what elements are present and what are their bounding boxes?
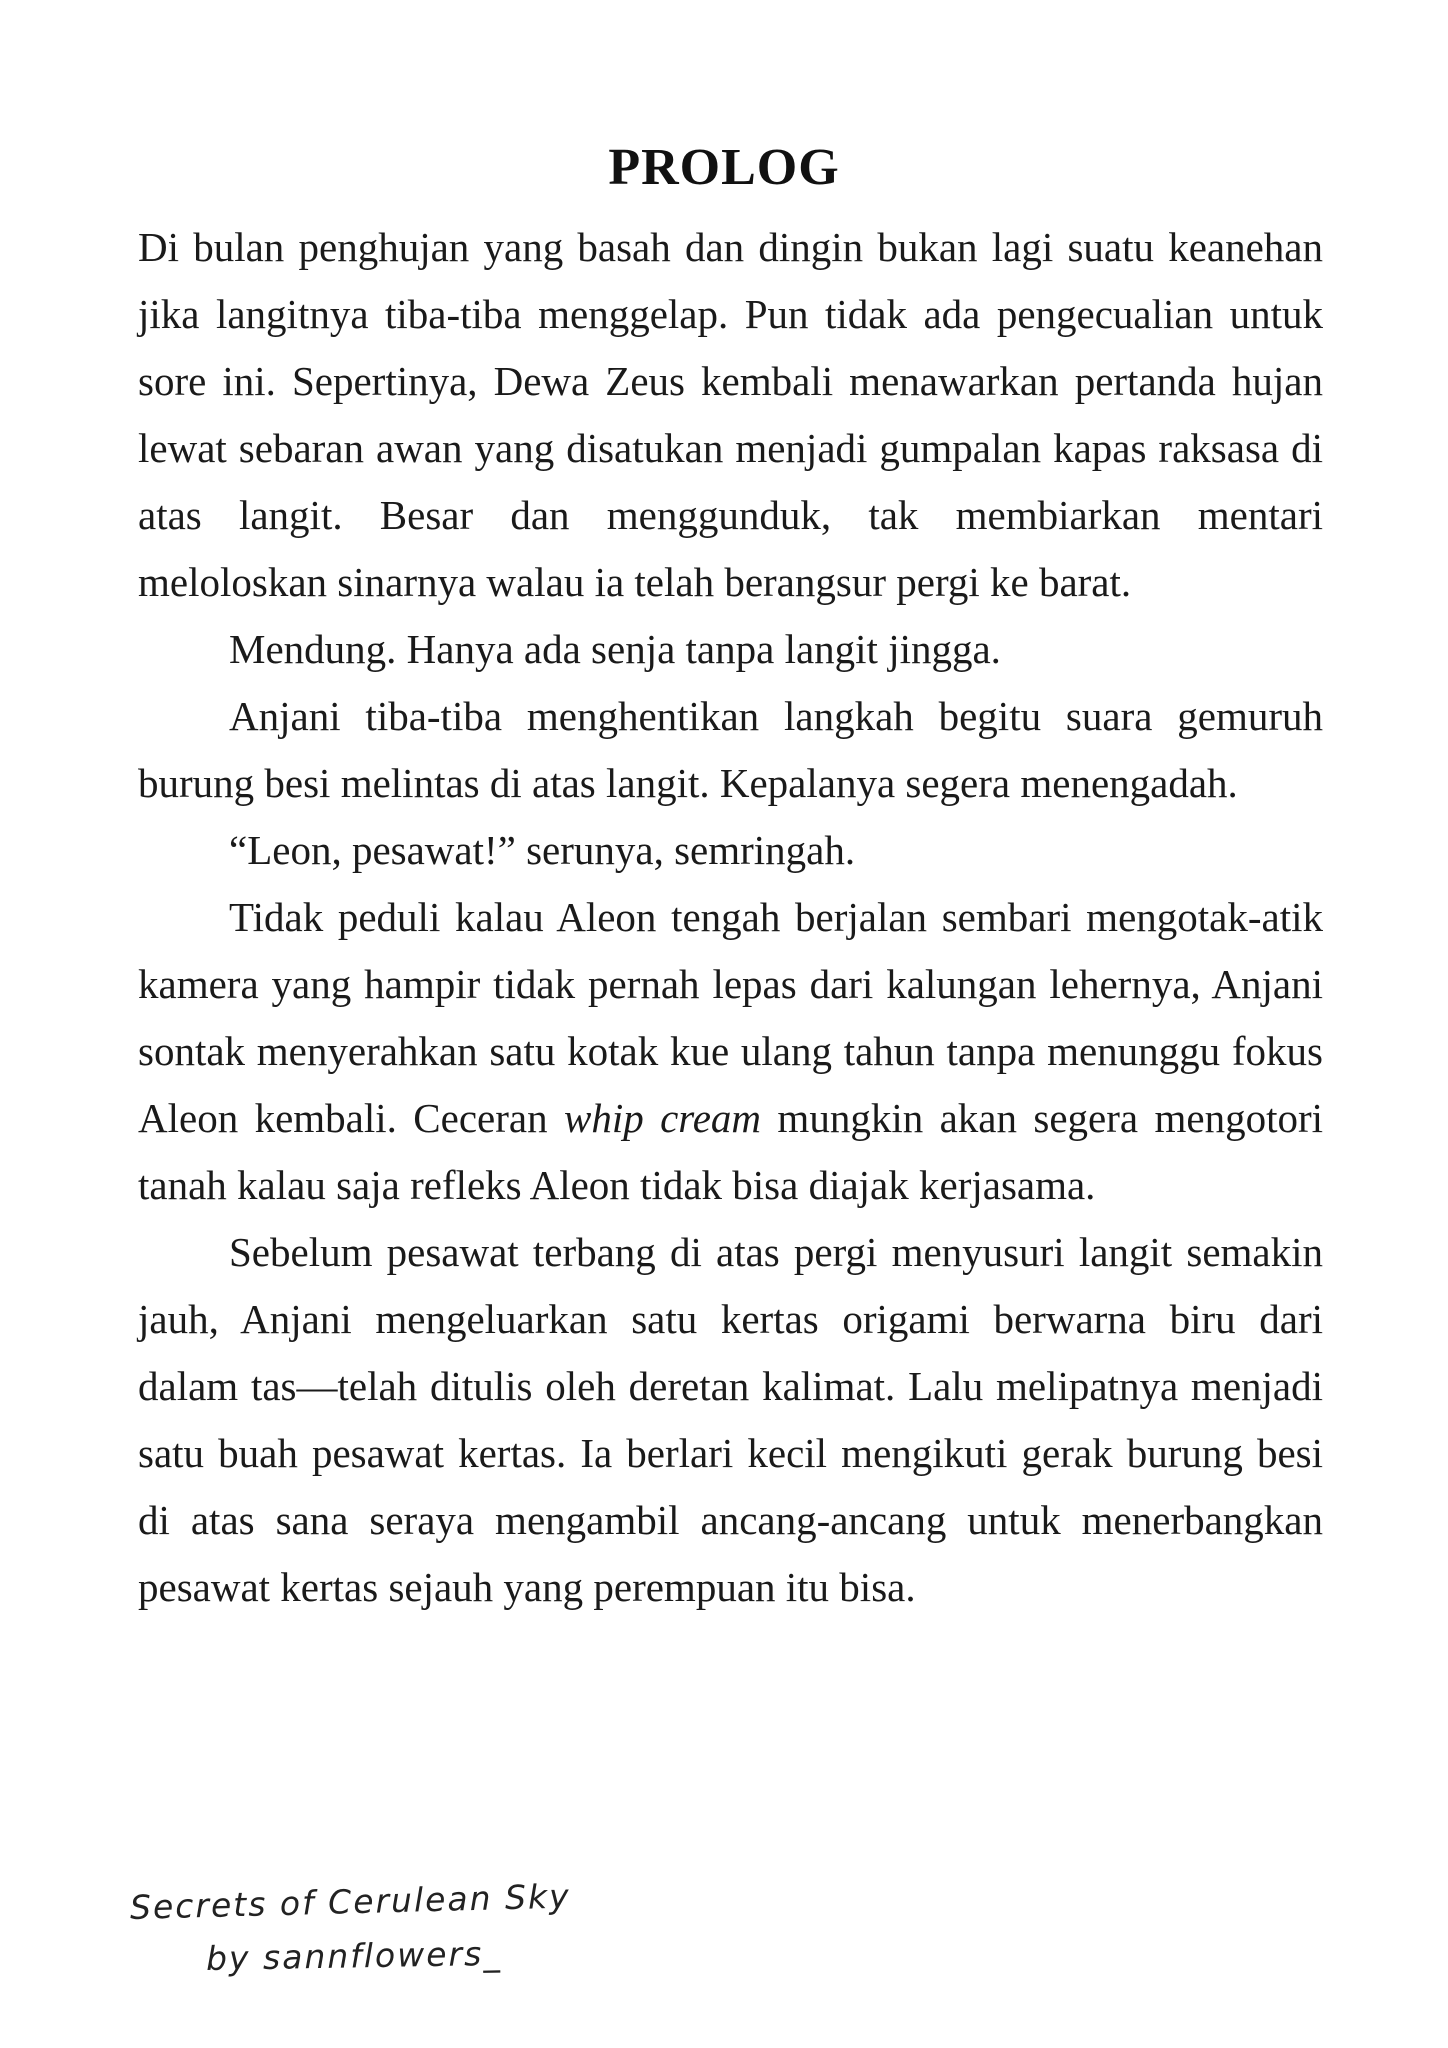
paragraph-3: Anjani tiba-tiba menghentikan langkah begitu suara gemuruh burung besi melintas di atas langit. Kepalanya segera menengadah.: [138, 693, 1323, 806]
handwritten-signature: [129, 1876, 572, 1978]
page-title: PROLOG: [608, 139, 840, 196]
signature-author: by sannflowers_: [205, 1933, 503, 1978]
paragraph-5-text-after: mungkin akan segera mengotori tanah kalau saja refleks Aleon tidak bisa diajak kerjasama.: [138, 1095, 1323, 1208]
signature-book-title: Secrets of Cerulean Sky: [129, 1876, 572, 1927]
paragraph-1: Di bulan penghujan yang basah dan dingin bukan lagi suatu keanehan jika langitnya tiba-tiba menggelap. Pun tidak ada pengecualian untuk sore ini. Sepertinya, Dewa Zeus kembali menawarkan pertanda hujan lewat sebaran awan yang disatukan menjadi gumpalan kapas raksasa di atas langit. Besar dan menggunduk, tak membiarkan mentari meloloskan sinarnya walau ia telah berangsur pergi ke barat.: [138, 224, 1323, 605]
paragraph-2: Mendung. Hanya ada senja tanpa langit jingga.: [229, 626, 1001, 672]
paragraph-5: [138, 884, 1323, 1219]
paragraph-6: Sebelum pesawat terbang di atas pergi menyusuri langit semakin jauh, Anjani mengeluarkan satu kertas origami berwarna biru dari dalam tas—telah ditulis oleh deretan kalimat. Lalu melipatnya menjadi satu buah pesawat kertas. Ia berlari kecil mengikuti gerak burung besi di atas sana seraya mengambil ancang-ancang untuk menerbangkan pesawat kertas sejauh yang perempuan itu bisa.: [138, 1229, 1323, 1610]
paragraph-5-emphasis: whip cream: [563, 1095, 762, 1141]
paragraph-4: “Leon, pesawat!” serunya, semringah.: [229, 827, 856, 873]
body-text: [138, 214, 1323, 1621]
paragraph-5-text-before: Tidak peduli kalau Aleon tengah berjalan sembari mengotak-atik kamera yang hampir tidak pernah lepas dari kalungan lehernya, Anjani sontak menyerahkan satu kotak kue ulang tahun tanpa menunggu fokus Aleon kembali. Ceceran: [138, 894, 1323, 1141]
